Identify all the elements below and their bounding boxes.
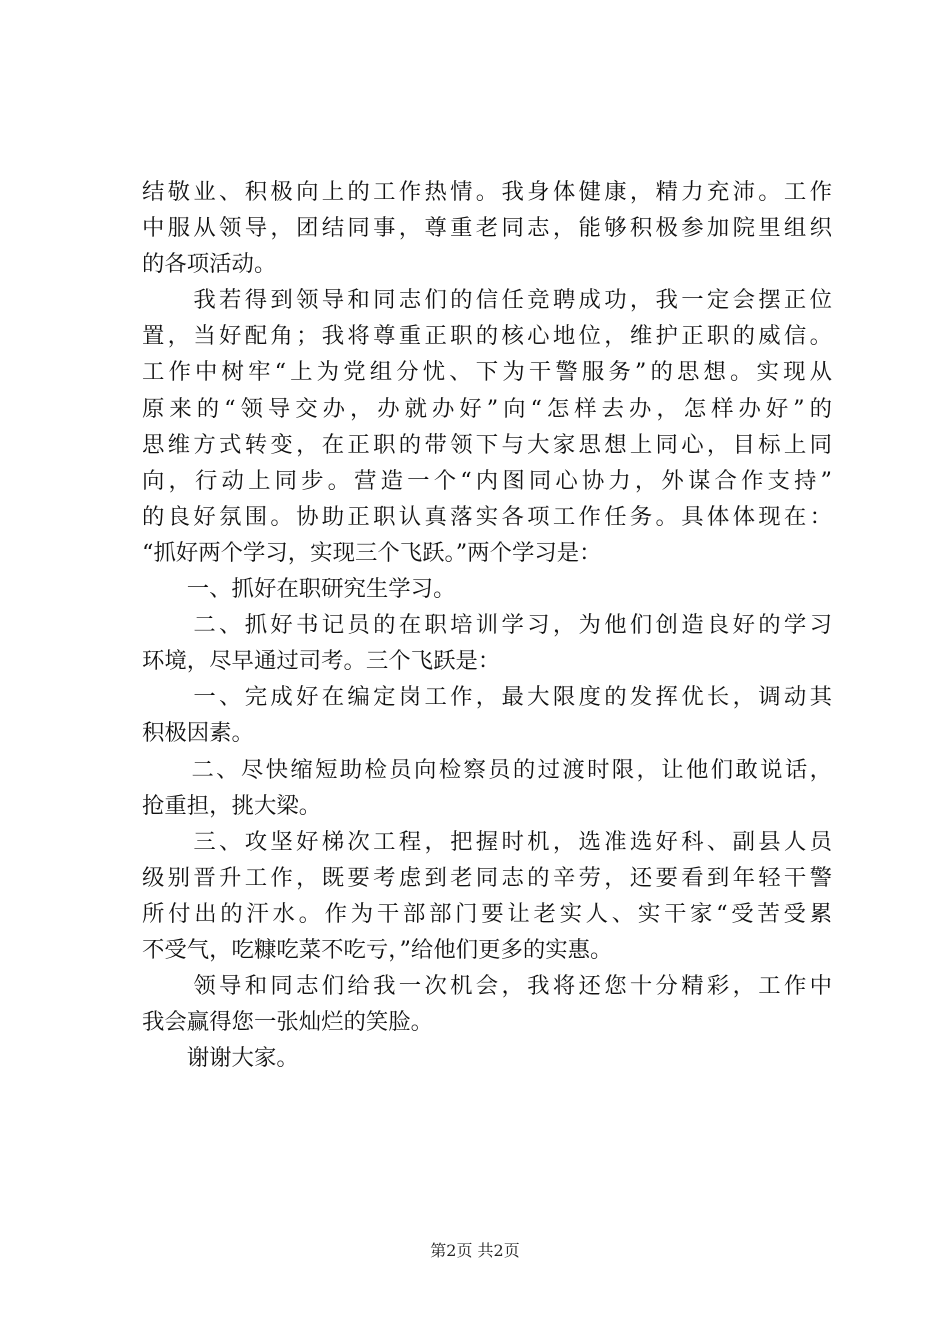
- text-line: 二、抓好书记员的在职培训学习，为他们创造良好的学习: [142, 612, 832, 639]
- text-line: 不受气，吃糠吃菜不吃亏，”给他们更多的实惠。: [142, 936, 613, 963]
- text-line: 我会赢得您一张灿烂的笑脸。: [142, 1009, 434, 1036]
- text-line: 二、尽快缩短助检员向检察员的过渡时限，让他们敢说话，: [142, 756, 832, 783]
- page-footer: 第2页 共2页: [430, 1241, 520, 1260]
- text-line: 原来的“领导交办，办就办好”向“怎样去办，怎样办好”的: [142, 395, 832, 422]
- text-line: 思维方式转变，在正职的带领下与大家思想上同心，目标上同: [142, 431, 832, 458]
- text-line: 环境，尽早通过司考。三个飞跃是：: [142, 648, 501, 675]
- text-line: 所付出的汗水。作为干部部门要让老实人、实干家“受苦受累: [142, 900, 832, 927]
- text-line: “抓好两个学习，实现三个飞跃。”两个学习是：: [142, 539, 602, 566]
- text-line: 级别晋升工作，既要考虑到老同志的辛劳，还要看到年轻干警: [142, 864, 832, 891]
- text-line: 中服从领导，团结同事，尊重老同志，能够积极参加院里组织: [142, 215, 832, 242]
- text-line: 一、抓好在职研究生学习。: [142, 576, 456, 603]
- text-line: 积极因素。: [142, 720, 254, 747]
- text-line: 结敬业、积极向上的工作热情。我身体健康，精力充沛。工作: [142, 179, 832, 205]
- document-body: [142, 174, 832, 1076]
- text-line: 置，当好配角；我将尊重正职的核心地位，维护正职的威信。: [142, 323, 832, 350]
- text-line: 向，行动上同步。营造一个“内图同心协力，外谋合作支持”: [142, 467, 832, 494]
- text-line: 领导和同志们给我一次机会，我将还您十分精彩，工作中: [142, 973, 832, 1000]
- text-line: 我若得到领导和同志们的信任竞聘成功，我一定会摆正位: [142, 287, 832, 314]
- text-line: 的各项活动。: [142, 251, 277, 278]
- text-line: 工作中树牢“上为党组分忧、下为干警服务”的思想。实现从: [142, 359, 832, 386]
- text-line: 谢谢大家。: [142, 1045, 299, 1072]
- text-line: 的良好氛围。协助正职认真落实各项工作任务。具体体现在：: [142, 503, 832, 530]
- text-line: 一、完成好在编定岗工作，最大限度的发挥优长，调动其: [142, 684, 832, 711]
- text-line: 三、攻坚好梯次工程，把握时机，选准选好科、副县人员: [142, 828, 832, 855]
- text-line: 抢重担，挑大梁。: [142, 792, 322, 819]
